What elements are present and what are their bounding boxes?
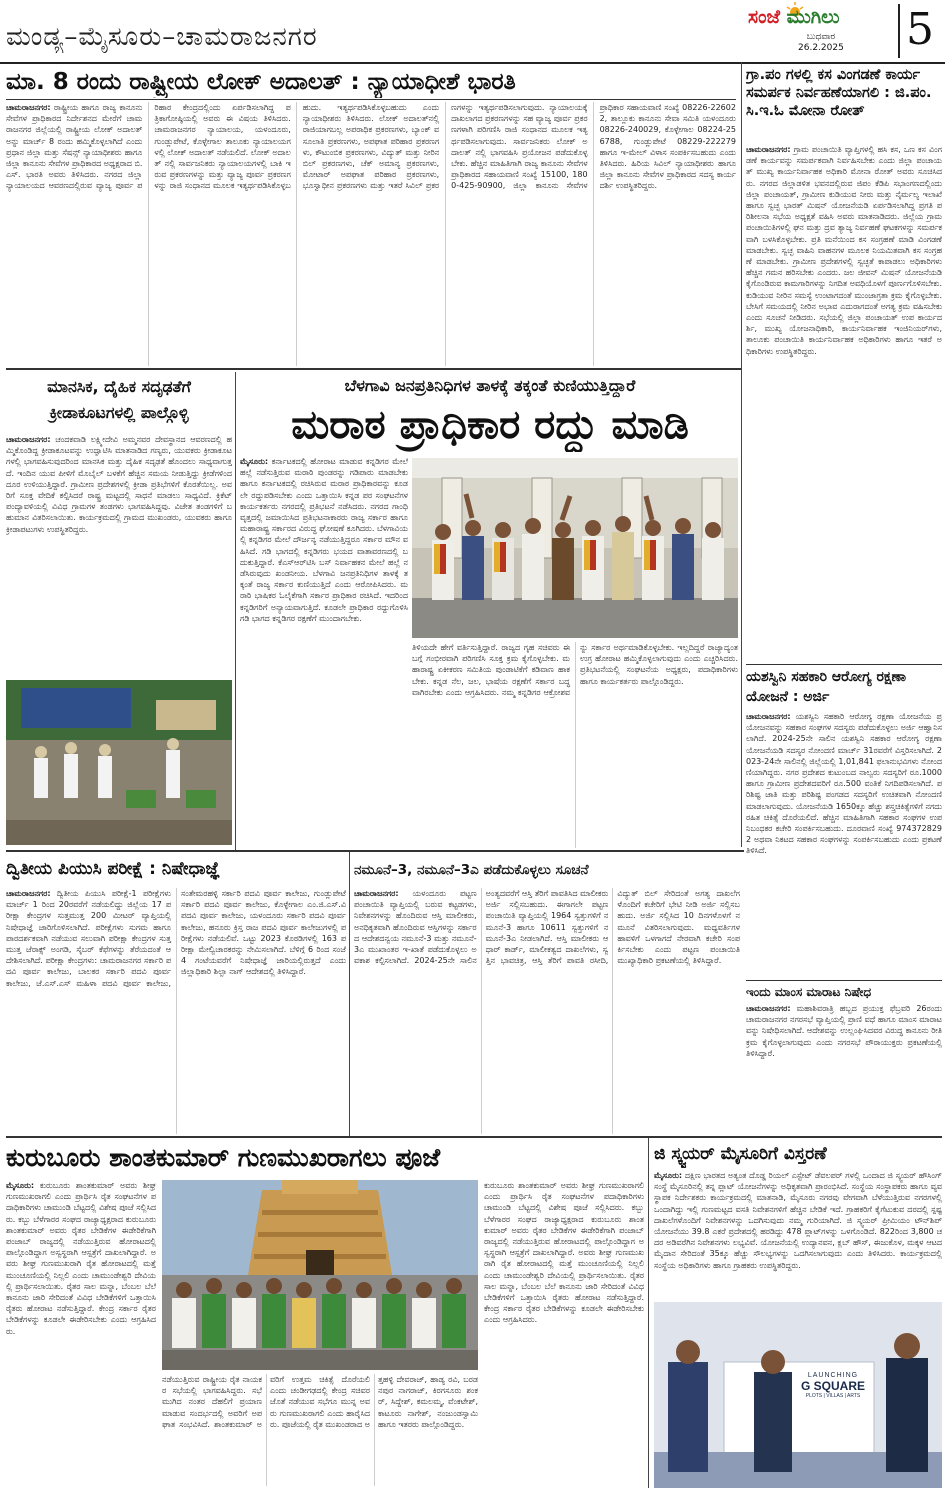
paper-name-part-1: ಸಂಜೆ xyxy=(748,6,781,28)
issue-date-value: 26.2.2025 xyxy=(798,43,844,53)
meat-ban-headline: ಇಂದು ಮಾಂಸ ಮಾರಾಟ ನಿಷೇಧ xyxy=(746,985,872,999)
gp-waste-text: ಗ್ರಾಮ ಪಂಚಾಯಿತಿ ವ್ಯಾಪ್ತಿಗಳಲ್ಲಿ ಹಸಿ ಕಸ, ಒಣ ಕಸ ವಿಂಗಡಣೆ ಕಾರ್ಯವನ್ನು ಸಮರ್ಪಕವಾಗಿ ನಿರ್ವಹಿಸಬೇಕು ಎಂದು ಜಿಲ್ಲಾ ಪಂಚಾಯತ್ ಮುಖ್ಯ ಕಾರ್ಯನಿರ್ವಾಹಕ ಅಧಿಕಾರಿ ಮೋನಾ ರೋತ್ ಅವರು ಸೂಚಿಸಿದರು. ನಗರದ ಜಿಲ್ಲಾಡಳಿತ ಭವನದಲ್ಲಿರುವ ಜಿಪಂ ಕೆಡಿಪಿ ಸಭಾಂಗಣದಲ್ಲಿಂದು ಜಿಲ್ಲಾ ಪಂಚಾಯತ್, ಗ್ರಾಮೀಣ ಕುಡಿಯುವ ನೀರು ಮತ್ತು ನೈರ್ಮಲ್ಯ ಇಲಾಖೆ ಹಾಗೂ ಸ್ವಚ್ಛ ಭಾರತ್ ಮಿಷನ್ ಯೋಜನೆಯಡಿ ಏರ್ಪಡಿಸಲಾಗಿದ್ದ ಪ್ರಗತಿ ಪರಿಶೀಲನಾ ಸಭೆಯ ಅಧ್ಯಕ್ಷತೆ ವಹಿಸಿ ಅವರು ಮಾತನಾಡಿದರು. ಜಿಲ್ಲೆಯ ಗ್ರಾಮ ಪಂಚಾಯಿತಿಗಳಲ್ಲಿ ಘನ ಮತ್ತು ದ್ರವ ತ್ಯಾಜ್ಯ ನಿರ್ವಹಣೆ ಘಟಕಗಳನ್ನು ಸಮರ್ಪಕವಾಗಿ ಬಳಸಿಕೊಳ್ಳಬೇಕು. ಪ್ರತಿ ಮನೆಯಿಂದ ಕಸ ಸಂಗ್ರಹಣೆ ಮಾಡಿ ವಿಂಗಡಣೆ ಮಾಡಬೇಕು. ಸ್ವಚ್ಛ ವಾಹಿನಿ ವಾಹನಗಳ ಮೂಲಕ ನಿಯಮಿತವಾಗಿ ಕಸ ಸಂಗ್ರಹಣೆ ಮಾಡಬೇಕು. ಗ್ರಾಮೀಣ ಪ್ರದೇಶಗಳಲ್ಲಿ ಸ್ವಚ್ಛತೆ ಕಾಪಾಡಲು ಅಧಿಕಾರಿಗಳು ಹೆಚ್ಚಿನ ಗಮನ ಹರಿಸಬೇಕು ಎಂದರು. ಜಲ ಜೀವನ್ ಮಿಷನ್ ಯೋಜನೆಯಡಿ ಕೈಗೊಂಡಿರುವ ಕಾಮಗಾರಿಗಳನ್ನು ನಿಗದಿತ ಅವಧಿಯೊಳಗೆ ಪೂರ್ಣಗೊಳಿಸಬೇಕು. ಕುಡಿಯುವ ನೀರಿನ ಸಮಸ್ಯೆ ಉಂಟಾಗದಂತೆ ಮುಂಜಾಗ್ರತಾ ಕ್ರಮ ಕೈಗೊಳ್ಳಬೇಕು. ಬೇಸಿಗೆ ಸಮಯದಲ್ಲಿ ನೀರಿನ ಅಭಾವ ಎದುರಾಗದಂತೆ ಅಗತ್ಯ ಕ್ರಮ ವಹಿಸಬೇಕು ಎಂದು ಸೂಚನೆ ನೀಡಿದರು. ಸಭೆಯಲ್ಲಿ ಜಿಲ್ಲಾ ಪಂಚಾಯತ್ ಉಪ ಕಾರ್ಯದರ್ಶಿ, ಮುಖ್ಯ ಯೋಜನಾಧಿಕಾರಿ, ಕಾರ್ಯನಿರ್ವಾಹಕ ಇಂಜಿನಿಯರ್‌ಗಳು, ತಾಲೂಕು ಪಂಚಾಯಿತಿ ಕಾರ್ಯನಿರ್ವಾಹಕ ಅಧಿಕಾರಿಗಳು ಹಾಗೂ ಇತರೆ ಅಧಿಕಾರಿಗಳು ಉಪಸ್ಥಿತರಿದ್ದರು. xyxy=(746,145,942,356)
kurubur-text-b: ನಡೆಯುತ್ತಿರುವ ರಾಷ್ಟ್ರೀಯ ರೈತ ನಾಯಕರ ಸಭೆಯಲ್ಲಿ ಭಾಗವಹಿಸಿದ್ದರು. ಸಭೆ ಮುಗಿದ ನಂತರ ದೆಹಲಿಗೆ ಪ್ರಯಾಣ ಮಾಡುವ ಸಂದರ್ಭದಲ್ಲಿ ಅವರಿಗೆ ಅಪಘಾತ ಸಂಭವಿಸಿದೆ. ಶಾಂತಕುಮಾರ್ ಅವರಿಗೆ ಉತ್ತಮ ಚಿಕಿತ್ಸೆ ದೊರೆಯಲಿ ಎಂದು ಚಂಡೀಗಢದಲ್ಲಿ ಕೇಂದ್ರ ಸಚಿವರ ಜೊತೆ ನಡೆಯುವ ಸಭೆಗೂ ಮುನ್ನ ಅವರು ಗುಣಮುಖರಾಗಲಿ ಎಂದು ಹಾರೈಸಿದರು. ಪೂಜೆಯಲ್ಲಿ ರೈತ ಮುಖಂಡರಾದ ಅತ್ತಹಳ್ಳಿ ದೇವರಾಜ್, ಹಾಡ್ಯ ರವಿ, ಬರಡನಪುರ ನಾಗರಾಜ್, ಕಿರಗಸೂರು ಶಂಕರ್, ಸಿದ್ದೇಶ್, ಕಮಲಮ್ಮ, ವೆಂಕಟೇಶ್, ಕಾಟೂರು ನಾಗೇಶ್, ನಂಜುಂಡಸ್ವಾಮಿ ಹಾಗೂ ಇತರರು ಪಾಲ್ಗೊಂಡಿದ್ದರು. xyxy=(162,1375,478,1429)
sports-byline: ಚಾಮರಾಜನಗರ: xyxy=(6,435,51,444)
sports-headline xyxy=(6,374,232,430)
sports-headline-line2: ಕ್ರೀಡಾಕೂಟಗಳಲ್ಲಿ ಪಾಲ್ಗೊಳ್ಳಿ xyxy=(49,403,189,422)
yashasvini-text: ಯಶಸ್ವಿನಿ ಸಹಕಾರಿ ಆರೋಗ್ಯ ರಕ್ಷಣಾ ಯೋಜನೆಯ ಪ್ರಯೋಜನವನ್ನು ಸಹಕಾರ ಸಂಘಗಳ ಸದಸ್ಯರು ಪಡೆದುಕೊಳ್ಳಲು ಅರ್ಜಿ ಆಹ್ವಾನಿಸಲಾಗಿದೆ. 2024-25ನೇ ಸಾಲಿನ ಯಶಸ್ವಿನಿ ಸಹಕಾರ ಆರೋಗ್ಯ ರಕ್ಷಣಾ ಯೋಜನೆಯಡಿ ಸದಸ್ಯರ ನೋಂದಣಿ ಮಾರ್ಚ್ 31ರವರೆಗೆ ವಿಸ್ತರಿಸಲಾಗಿದೆ. 2023-24ನೇ ಸಾಲಿನಲ್ಲಿ ಜಿಲ್ಲೆಯಲ್ಲಿ 1,01,841 ಫಲಾನುಭವಿಗಳು ನೋಂದಣಿಯಾಗಿದ್ದರು. ನಗರ ಪ್ರದೇಶದ ಕುಟುಂಬದ ನಾಲ್ವರು ಸದಸ್ಯರಿಗೆ ರೂ.1000 ಹಾಗೂ ಗ್ರಾಮೀಣ ಪ್ರದೇಶದವರಿಗೆ ರೂ.500 ವಂತಿಕೆ ನಿಗದಿಪಡಿಸಲಾಗಿದೆ. ಪರಿಶಿಷ್ಟ ಜಾತಿ ಮತ್ತು ಪರಿಶಿಷ್ಟ ಪಂಗಡದ ಸದಸ್ಯರಿಗೆ ಉಚಿತವಾಗಿ ನೋಂದಣಿ ಮಾಡಲಾಗುವುದು. ಯೋಜನೆಯಡಿ 1650ಕ್ಕೂ ಹೆಚ್ಚು ಶಸ್ತ್ರಚಿಕಿತ್ಸೆಗಳಿಗೆ ನಗದು ರಹಿತ ಚಿಕಿತ್ಸೆ ದೊರೆಯಲಿದೆ. ಹೆಚ್ಚಿನ ಮಾಹಿತಿಗಾಗಿ ಸಹಕಾರ ಸಂಘಗಳ ಉಪ ನಿಬಂಧಕರ ಕಚೇರಿ ಸಂಪರ್ಕಿಸಬಹುದು. ದೂರವಾಣಿ ಸಂಖ್ಯೆ 9743728292 ಅಥವಾ ನಿಕಟದ ಸಹಕಾರ ಸಂಘಗಳನ್ನು ಸಂಪರ್ಕಿಸಬಹುದು ಎಂದು ಪ್ರಕಟಣೆ ತಿಳಿಸಿದೆ. xyxy=(746,712,942,856)
puc-exam-byline: ಚಾಮರಾಜನಗರ: xyxy=(6,889,51,898)
issue-date xyxy=(798,32,844,54)
maratha-protest-photo xyxy=(412,458,738,638)
puc-exam-headline: ದ್ವಿತೀಯ ಪಿಯುಸಿ ಪರೀಕ್ಷೆ : ನಿಷೇಧಾಜ್ಞೆ xyxy=(6,859,220,879)
lok-adalat-headline: ಮಾ. 8 ರಂದು ರಾಷ್ಟ್ರೀಯ ಲೋಕ್ ಅದಾಲತ್ : ನ್ಯಾಯಾಧೀಶೆ ಭಾರತಿ xyxy=(6,69,516,95)
kurubur-body-b xyxy=(162,1374,478,1486)
maratha-headline: ಮರಾಠ ಪ್ರಾಧಿಕಾರ ರದ್ದು ಮಾಡಿ xyxy=(291,402,689,448)
maratha-byline: ಮೈಸೂರು: xyxy=(240,457,269,466)
yashasvini-body xyxy=(746,711,942,979)
kurubur-temple-photo xyxy=(162,1180,478,1370)
kurubur-body-c xyxy=(484,1180,644,1486)
paper-name xyxy=(748,6,840,28)
meat-ban-byline: ಚಾಮರಾಜನಗರ: xyxy=(746,1004,791,1013)
kurubur-text-a: ಕುರುಬೂರು ಶಾಂತಕುಮಾರ್ ಅವರು ಶೀಘ್ರ ಗುಣಮುಖರಾಗಲಿ ಎಂದು ಪ್ರಾರ್ಥಿಸಿ ರೈತ ಸಂಘಟನೆಗಳ ಪದಾಧಿಕಾರಿಗಳು ಚಾಮುಂಡಿ ಬೆಟ್ಟದಲ್ಲಿ ವಿಶೇಷ ಪೂಜೆ ಸಲ್ಲಿಸಿದರು. ಕಬ್ಬು ಬೆಳೆಗಾರರ ಸಂಘದ ರಾಜ್ಯಾಧ್ಯಕ್ಷರಾದ ಕುರುಬೂರು ಶಾಂತಕುಮಾರ್ ಅವರು ರೈತರ ಬೇಡಿಕೆಗಳ ಈಡೇರಿಕೆಗಾಗಿ ಪಂಜಾಬ್ ರಾಜ್ಯದಲ್ಲಿ ನಡೆಯುತ್ತಿರುವ ಹೋರಾಟದಲ್ಲಿ ಪಾಲ್ಗೊಂಡಿದ್ದಾಗ ಅಸ್ವಸ್ಥರಾಗಿ ಆಸ್ಪತ್ರೆಗೆ ದಾಖಲಾಗಿದ್ದಾರೆ. ಅವರು ಶೀಘ್ರ ಗುಣಮುಖರಾಗಿ ರೈತ ಹೋರಾಟದಲ್ಲಿ ಮತ್ತೆ ಮುಂಚೂಣಿಯಲ್ಲಿ ನಿಲ್ಲಲಿ ಎಂದು ಚಾಮುಂಡೇಶ್ವರಿ ದೇವಿಯಲ್ಲಿ ಪ್ರಾರ್ಥಿಸಲಾಯಿತು. ರೈತರ ಸಾಲ ಮನ್ನಾ, ಬೆಂಬಲ ಬೆಲೆ ಕಾನೂನು ಜಾರಿ ಸೇರಿದಂತೆ ವಿವಿಧ ಬೇಡಿಕೆಗಳಿಗೆ ಒತ್ತಾಯಿಸಿ ರೈತರು ಹೋರಾಟ ನಡೆಸುತ್ತಿದ್ದಾರೆ. ಕೇಂದ್ರ ಸರ್ಕಾರ ರೈತರ ಬೇಡಿಕೆಗಳನ್ನು ಕೂಡಲೇ ಈಡೇರಿಸಬೇಕು ಎಂದು ಆಗ್ರಹಿಸಿದರು. xyxy=(6,1181,156,1336)
sports-photo-image xyxy=(6,680,232,845)
lok-adalat-text: ರಾಷ್ಟ್ರೀಯ ಹಾಗೂ ರಾಜ್ಯ ಕಾನೂನು ಸೇವೆಗಳ ಪ್ರಾಧಿಕಾರದ ನಿರ್ದೇಶನದ ಮೇರೆಗೆ ಚಾಮರಾಜನಗರ ಜಿಲ್ಲೆಯಲ್ಲಿ ರಾಷ್ಟ್ರೀಯ ಲೋಕ್ ಅದಾಲತ್ ಅನ್ನು ಮಾರ್ಚ್ 8 ರಂದು ಹಮ್ಮಿಕೊಳ್ಳಲಾಗಿದೆ ಎಂದು ಪ್ರಧಾನ ಜಿಲ್ಲಾ ಮತ್ತು ಸೆಷನ್ಸ್ ನ್ಯಾಯಾಧೀಶರು ಹಾಗೂ ಜಿಲ್ಲಾ ಕಾನೂನು ಸೇವೆಗಳ ಪ್ರಾಧಿಕಾರದ ಅಧ್ಯಕ್ಷರಾದ ಬಿ.ಎಸ್. ಭಾರತಿ ಅವರು ತಿಳಿಸಿದರು. ನಗರದ ಜಿಲ್ಲಾ ನ್ಯಾಯಾಲಯದ ಆವರಣದಲ್ಲಿರುವ ವ್ಯಾಜ್ಯ ಪೂರ್ವ ಪರಿಹಾರ ಕೇಂದ್ರದಲ್ಲಿಂದು ಏರ್ಪಡಿಸಲಾಗಿದ್ದ ಪತ್ರಿಕಾಗೋಷ್ಠಿಯಲ್ಲಿ ಅವರು ಈ ವಿಷಯ ತಿಳಿಸಿದರು. ಚಾಮರಾಜನಗರ ನ್ಯಾಯಾಲಯ, ಯಳಂದೂರು, ಗುಂಡ್ಲುಪೇಟೆ, ಕೊಳ್ಳೇಗಾಲ ತಾಲೂಕು ನ್ಯಾಯಾಲಯಗಳಲ್ಲಿ ಲೋಕ್ ಅದಾಲತ್ ನಡೆಯಲಿದೆ. ಲೋಕ್ ಅದಾಲತ್ ನಲ್ಲಿ ಸಾರ್ವಜನಿಕರು ನ್ಯಾಯಾಲಯಗಳಲ್ಲಿ ಬಾಕಿ ಇರುವ ಪ್ರಕರಣಗಳನ್ನು ಮತ್ತು ವ್ಯಾಜ್ಯ ಪೂರ್ವ ಪ್ರಕರಣಗಳನ್ನು ರಾಜಿ ಸಂಧಾನದ ಮೂಲಕ ಇತ್ಯರ್ಥಪಡಿಸಿಕೊಳ್ಳಬಹುದು. ಇತ್ಯರ್ಥಪಡಿಸಿಕೊಳ್ಳಬಹುದು ಎಂದು ನ್ಯಾಯಾಧೀಶರು ತಿಳಿಸಿದರು. ಲೋಕ್ ಅದಾಲತ್‌ನಲ್ಲಿ ರಾಜಿಯಾಗಬಲ್ಲ ಅಪರಾಧಿಕ ಪ್ರಕರಣಗಳು, ಬ್ಯಾಂಕ್ ವಸೂಲಾತಿ ಪ್ರಕರಣಗಳು, ಅಪಘಾತ ಪರಿಹಾರ ಪ್ರಕರಣಗಳು, ಕೌಟುಂಬಿಕ ಪ್ರಕರಣಗಳು, ವಿದ್ಯುತ್ ಮತ್ತು ನೀರಿನ ಬಿಲ್ ಪ್ರಕರಣಗಳು, ಚೆಕ್ ಅಮಾನ್ಯ ಪ್ರಕರಣಗಳು, ಮೋಟಾರ್ ಅಪಘಾತ ಪರಿಹಾರ ಪ್ರಕರಣಗಳು, ಭೂಸ್ವಾಧೀನ ಪ್ರಕರಣಗಳು ಮತ್ತು ಇತರೆ ಸಿವಿಲ್ ಪ್ರಕರಣಗಳನ್ನು ಇತ್ಯರ್ಥಪಡಿಸಲಾಗುವುದು. ನ್ಯಾಯಾಲಯಕ್ಕೆ ದಾಖಲಾಗದ ಪ್ರಕರಣಗಳನ್ನು ಸಹ ವ್ಯಾಜ್ಯ ಪೂರ್ವ ಪ್ರಕರಣಗಳಾಗಿ ಪರಿಗಣಿಸಿ ರಾಜಿ ಸಂಧಾನದ ಮೂಲಕ ಇತ್ಯರ್ಥಪಡಿಸಲಾಗುವುದು. ಸಾರ್ವಜನಿಕರು ಲೋಕ್ ಅದಾಲತ್ ನಲ್ಲಿ ಭಾಗವಹಿಸಿ ಪ್ರಯೋಜನ ಪಡೆದುಕೊಳ್ಳಬೇಕು. ಹೆಚ್ಚಿನ ಮಾಹಿತಿಗಾಗಿ ರಾಜ್ಯ ಕಾನೂನು ಸೇವೆಗಳ ಪ್ರಾಧಿಕಾರದ ಸಹಾಯವಾಣಿ ಸಂಖ್ಯೆ 15100, 1800-425-90900, ಜಿಲ್ಲಾ ಕಾನೂನು ಸೇವೆಗಳ ಪ್ರಾಧಿಕಾರ ಸಹಾಯವಾಣಿ ಸಂಖ್ಯೆ 08226-226022, ತಾಲ್ಲೂಕು ಕಾನೂನು ಸೇವಾ ಸಮಿತಿ ಯಳಂದೂರು 08226-240029, ಕೊಳ್ಳೇಗಾಲ 08224-256788, ಗುಂಡ್ಲುಪೇಟೆ 08229-222279 ಹಾಗೂ ಇ-ಮೇಲ್ ವಿಳಾಸ ಸಂಪರ್ಕಿಸಬಹುದು ಎಂದು ತಿಳಿಸಿದರು. ಹಿರಿಯ ಸಿವಿಲ್ ನ್ಯಾಯಾಧೀಶರು ಹಾಗೂ ಜಿಲ್ಲಾ ಕಾನೂನು ಸೇವೆಗಳ ಪ್ರಾಧಿಕಾರದ ಸದಸ್ಯ ಕಾರ್ಯದರ್ಶಿ ಉಪಸ್ಥಿತರಿದ್ದರು. xyxy=(6,103,736,191)
yashasvini-byline: ಚಾಮರಾಜನಗರ: xyxy=(746,712,791,721)
section-title: ಮಂಡ್ಯ–ಮೈಸೂರು–ಚಾಮರಾಜನಗರ xyxy=(6,22,318,52)
gsquare-banner-line3: PLOTS | VILLAS | ARTS xyxy=(805,1393,861,1399)
paper-name-part-2: ಮುಗಿಲು xyxy=(786,6,840,28)
maratha-kicker: ಬೆಳಗಾವಿ ಜನಪ್ರತಿನಿಧಿಗಳ ತಾಳಕ್ಕೆ ತಕ್ಕಂತೆ ಕುಣಿಯುತ್ತಿದ್ದಾರೆ xyxy=(344,376,636,395)
gp-waste-headline: ಗ್ರಾ.ಪಂ ಗಳಲ್ಲಿ ಕಸ ವಿಂಗಡಣೆ ಕಾರ್ಯ ಸಮರ್ಪಕ ನಿರ್ವಹಣೆಯಾಗಲಿ : ಜಿ.ಪಂ. ಸಿ.ಇ.ಓ ಮೋನಾ ರೋತ್ xyxy=(746,67,932,119)
maratha-protest-photo-image xyxy=(412,458,738,638)
page-number: 5 xyxy=(898,4,940,58)
kurubur-text-c: ಕುರುಬೂರು ಶಾಂತಕುಮಾರ್ ಅವರು ಶೀಘ್ರ ಗುಣಮುಖರಾಗಲಿ ಎಂದು ಪ್ರಾರ್ಥಿಸಿ ರೈತ ಸಂಘಟನೆಗಳ ಪದಾಧಿಕಾರಿಗಳು ಚಾಮುಂಡಿ ಬೆಟ್ಟದಲ್ಲಿ ವಿಶೇಷ ಪೂಜೆ ಸಲ್ಲಿಸಿದರು. ಕಬ್ಬು ಬೆಳೆಗಾರರ ಸಂಘದ ರಾಜ್ಯಾಧ್ಯಕ್ಷರಾದ ಕುರುಬೂರು ಶಾಂತಕುಮಾರ್ ಅವರು ರೈತರ ಬೇಡಿಕೆಗಳ ಈಡೇರಿಕೆಗಾಗಿ ಪಂಜಾಬ್ ರಾಜ್ಯದಲ್ಲಿ ನಡೆಯುತ್ತಿರುವ ಹೋರಾಟದಲ್ಲಿ ಪಾಲ್ಗೊಂಡಿದ್ದಾಗ ಅಸ್ವಸ್ಥರಾಗಿ ಆಸ್ಪತ್ರೆಗೆ ದಾಖಲಾಗಿದ್ದಾರೆ. ಅವರು ಶೀಘ್ರ ಗುಣಮುಖರಾಗಿ ರೈತ ಹೋರಾಟದಲ್ಲಿ ಮತ್ತೆ ಮುಂಚೂಣಿಯಲ್ಲಿ ನಿಲ್ಲಲಿ ಎಂದು ಚಾಮುಂಡೇಶ್ವರಿ ದೇವಿಯಲ್ಲಿ ಪ್ರಾರ್ಥಿಸಲಾಯಿತು. ರೈತರ ಸಾಲ ಮನ್ನಾ, ಬೆಂಬಲ ಬೆಲೆ ಕಾನೂನು ಜಾರಿ ಸೇರಿದಂತೆ ವಿವಿಧ ಬೇಡಿಕೆಗಳಿಗೆ ಒತ್ತಾಯಿಸಿ ರೈತರು ಹೋರಾಟ ನಡೆಸುತ್ತಿದ್ದಾರೆ. ಕೇಂದ್ರ ಸರ್ಕಾರ ರೈತರ ಬೇಡಿಕೆಗಳನ್ನು ಕೂಡಲೇ ಈಡೇರಿಸಬೇಕು ಎಂದು ಆಗ್ರಹಿಸಿದರು. xyxy=(484,1181,644,1325)
meat-ban-body xyxy=(746,1003,942,1133)
gsquare-banner-line2: G SQUARE xyxy=(800,1379,865,1393)
gsquare-banner-line1: LAUNCHING xyxy=(807,1372,859,1379)
forms-headline: ನಮೂನೆ–3, ನಮೂನೆ–3ಎ ಪಡೆದುಕೊಳ್ಳಲು ಸೂಚನೆ xyxy=(354,862,589,878)
lok-adalat-body xyxy=(6,102,736,366)
gsquare-headline: ಜಿ ಸ್ಕ್ವಯರ್ ಮೈಸೂರಿಗೆ ವಿಸ್ತರಣೆ xyxy=(654,1144,827,1164)
sports-body xyxy=(6,434,232,678)
gsquare-byline: ಮೈಸೂರು: xyxy=(654,1171,683,1180)
gp-waste-body xyxy=(746,144,942,662)
meat-ban-text: ಮಹಾಶಿವರಾತ್ರಿ ಹಬ್ಬದ ಪ್ರಯುಕ್ತ ಫೆಬ್ರವರಿ 26ರಂದು ಚಾಮರಾಜನಗರ ನಗರಸಭೆ ವ್ಯಾಪ್ತಿಯಲ್ಲಿ ಪ್ರಾಣಿ ವಧೆ ಹಾಗೂ ಮಾಂಸ ಮಾರಾಟವನ್ನು ನಿಷೇಧಿಸಲಾಗಿದೆ. ಆದೇಶವನ್ನು ಉಲ್ಲಂಘಿಸಿದವರ ವಿರುದ್ಧ ಕಾನೂನು ರೀತಿ ಕ್ರಮ ಕೈಗೊಳ್ಳಲಾಗುವುದು ಎಂದು ನಗರಸಭೆ ಪೌರಾಯುಕ್ತರು ಪ್ರಕಟಣೆಯಲ್ಲಿ ತಿಳಿಸಿದ್ದಾರೆ. xyxy=(746,1004,942,1058)
issue-weekday: ಬುಧವಾರ xyxy=(806,32,836,42)
gsquare-text: ದಕ್ಷಿಣ ಭಾರತದ ಅತ್ಯಂತ ದೊಡ್ಡ ರಿಯಲ್ ಎಸ್ಟೇಟ್ ಡೆವಲಪರ್ ಗಳಲ್ಲಿ ಒಂದಾದ ಜಿ ಸ್ಕ್ವಯರ್ ಹೌಸಿಂಗ್ ಸಂಸ್ಥೆ ಮೈಸೂರಿನಲ್ಲಿ ತನ್ನ ಪ್ಲಾಟ್ ಯೋಜನೆಗಳನ್ನು ಅಧಿಕೃತವಾಗಿ ಪ್ರಾರಂಭಿಸಿದೆ. ಸಂಸ್ಥೆಯ ಸಂಸ್ಥಾಪಕರು ಹಾಗೂ ವ್ಯವಸ್ಥಾಪಕ ನಿರ್ದೇಶಕರು ಕಾರ್ಯಕ್ರಮದಲ್ಲಿ ಮಾತನಾಡಿ, ಮೈಸೂರು ನಗರವು ವೇಗವಾಗಿ ಬೆಳೆಯುತ್ತಿರುವ ನಗರಗಳಲ್ಲಿ ಒಂದಾಗಿದ್ದು ಇಲ್ಲಿ ಗುಣಮಟ್ಟದ ವಸತಿ ನಿವೇಶನಗಳಿಗೆ ಹೆಚ್ಚಿನ ಬೇಡಿಕೆ ಇದೆ. ಗ್ರಾಹಕರಿಗೆ ಕೈಗೆಟುಕುವ ದರದಲ್ಲಿ ಸ್ಪಷ್ಟ ದಾಖಲೆಗಳೊಂದಿಗೆ ನಿವೇಶನಗಳನ್ನು ಒದಗಿಸುವುದು ನಮ್ಮ ಗುರಿಯಾಗಿದೆ. ಜಿ ಸ್ಕ್ವಯರ್ ಪ್ರೀಮಿಯಂ ಟೌನ್‌ಶಿಪ್ ಯೋಜನೆಯು 39.8 ಎಕರೆ ಪ್ರದೇಶದಲ್ಲಿ ಹರಡಿದ್ದು 478 ಪ್ಲಾಟ್‌ಗಳನ್ನು ಒಳಗೊಂಡಿದೆ. 822ರಿಂದ 3,800 ಚದರ ಅಡಿವರೆಗಿನ ನಿವೇಶನಗಳು ಲಭ್ಯವಿವೆ. ಯೋಜನೆಯಲ್ಲಿ ಉದ್ಯಾನವನ, ಕ್ಲಬ್ ಹೌಸ್, ಈಜುಕೊಳ, ಮಕ್ಕಳ ಆಟದ ಮೈದಾನ ಸೇರಿದಂತೆ 35ಕ್ಕೂ ಹೆಚ್ಚು ಸೌಲಭ್ಯಗಳನ್ನು ಒದಗಿಸಲಾಗುವುದು ಎಂದು ತಿಳಿಸಿದರು. ಕಾರ್ಯಕ್ರಮದಲ್ಲಿ ಸಂಸ್ಥೆಯ ಅಧಿಕಾರಿಗಳು ಹಾಗೂ ಗ್ರಾಹಕರು ಉಪಸ್ಥಿತರಿದ್ದರು. xyxy=(654,1171,942,1270)
puc-exam-body xyxy=(6,888,346,1134)
maratha-text-a: ಕರ್ನಾಟಕದಲ್ಲಿ ಹೋರಾಟ ಮಾಡುವ ಕನ್ನಡಿಗರ ಮೇಲೆ ಹಲ್ಲೆ ನಡೆಸುತ್ತಿರುವ ಮರಾಠಿ ಪುಂಡರನ್ನು ಗಡಿಪಾರು ಮಾಡಬೇಕು ಹಾಗೂ ಕರ್ನಾಟಕದಲ್ಲಿ ರಚಿಸಿರುವ ಮರಾಠ ಪ್ರಾಧಿಕಾರವನ್ನು ಕೂಡಲೇ ರದ್ದುಪಡಿಸಬೇಕು ಎಂದು ಒತ್ತಾಯಿಸಿ ಕನ್ನಡ ಪರ ಸಂಘಟನೆಗಳ ಕಾರ್ಯಕರ್ತರು ನಗರದಲ್ಲಿ ಪ್ರತಿಭಟನೆ ನಡೆಸಿದರು. ನಗರದ ಗಾಂಧಿ ವೃತ್ತದಲ್ಲಿ ಜಮಾಯಿಸಿದ ಪ್ರತಿಭಟನಾಕಾರರು ರಾಜ್ಯ ಸರ್ಕಾರ ಹಾಗೂ ಮಹಾರಾಷ್ಟ್ರ ಸರ್ಕಾರದ ವಿರುದ್ಧ ಘೋಷಣೆ ಕೂಗಿದರು. ಬೆಳಗಾವಿಯಲ್ಲಿ ಕನ್ನಡಿಗರ ಮೇಲೆ ದೌರ್ಜನ್ಯ ನಡೆಯುತ್ತಿದ್ದರೂ ಸರ್ಕಾರ ಮೌನ ವಹಿಸಿದೆ. ಗಡಿ ಭಾಗದಲ್ಲಿ ಕನ್ನಡಿಗರು ಭಯದ ವಾತಾವರಣದಲ್ಲಿ ಬದುಕುತ್ತಿದ್ದಾರೆ. ಕೆಎಸ್ಆರ್‌ಟಿಸಿ ಬಸ್ ನಿರ್ವಾಹಕನ ಮೇಲೆ ಹಲ್ಲೆ ನಡೆಸಿರುವುದು ಖಂಡನೀಯ. ಬೆಳಗಾವಿ ಜನಪ್ರತಿನಿಧಿಗಳ ತಾಳಕ್ಕೆ ತಕ್ಕಂತೆ ರಾಜ್ಯ ಸರ್ಕಾರ ಕುಣಿಯುತ್ತಿದೆ ಎಂದು ಆರೋಪಿಸಿದರು. ಮರಾಠಿ ಭಾಷಿಕರ ಓಲೈಕೆಗಾಗಿ ಸರ್ಕಾರ ಪ್ರಾಧಿಕಾರ ರಚಿಸಿದೆ. ಇದರಿಂದ ಕನ್ನಡಿಗರಿಗೆ ಅನ್ಯಾಯವಾಗುತ್ತಿದೆ. ಕೂಡಲೇ ಪ್ರಾಧಿಕಾರ ರದ್ದುಗೊಳಿಸಿ ಗಡಿ ಭಾಗದ ಕನ್ನಡಿಗರ ರಕ್ಷಣೆಗೆ ಮುಂದಾಗಬೇಕು. xyxy=(240,457,408,623)
kurubur-headline: ಕುರುಬೂರು ಶಾಂತಕುಮಾರ್ ಗುಣಮುಖರಾಗಲು ಪೂಜೆ xyxy=(6,1143,441,1172)
kurubur-byline: ಮೈಸೂರು: xyxy=(6,1181,35,1190)
sports-text: ಚಂದಕವಾಡಿ ಲಕ್ಷ್ಮೀದೇವಿ ಅಮ್ಮನವರ ದೇವಸ್ಥಾನದ ಆವರಣದಲ್ಲಿ ಹಮ್ಮಿಕೊಂಡಿದ್ದ ಕ್ರೀಡಾಕೂಟವನ್ನು ಉದ್ಘಾಟಿಸಿ ಮಾತನಾಡಿದ ಗಣ್ಯರು, ಯುವಕರು ಕ್ರೀಡಾಕೂಟಗಳಲ್ಲಿ ಭಾಗವಹಿಸುವುದರಿಂದ ಮಾನಸಿಕ ಮತ್ತು ದೈಹಿಕ ಸದೃಢತೆ ಹೊಂದಲು ಸಾಧ್ಯವಾಗುತ್ತದೆ. ಇಂದಿನ ಯುವ ಪೀಳಿಗೆ ಮೊಬೈಲ್ ಬಳಕೆಗೆ ಹೆಚ್ಚಿನ ಸಮಯ ನೀಡುತ್ತಿದ್ದು ಕ್ರೀಡೆಗಳಿಂದ ದೂರ ಉಳಿಯುತ್ತಿದ್ದಾರೆ. ಗ್ರಾಮೀಣ ಪ್ರದೇಶಗಳಲ್ಲಿ ಕ್ರೀಡಾ ಪ್ರತಿಭೆಗಳಿಗೆ ಕೊರತೆಯಿಲ್ಲ. ಅವರಿಗೆ ಸೂಕ್ತ ವೇದಿಕೆ ಕಲ್ಪಿಸಿದರೆ ರಾಷ್ಟ್ರ ಮಟ್ಟದಲ್ಲಿ ಸಾಧನೆ ಮಾಡಲು ಸಾಧ್ಯವಿದೆ. ಕ್ರಿಕೆಟ್ ಪಂದ್ಯಾವಳಿಯಲ್ಲಿ ವಿವಿಧ ಗ್ರಾಮಗಳ ತಂಡಗಳು ಭಾಗವಹಿಸಿದ್ದವು. ವಿಜೇತ ತಂಡಗಳಿಗೆ ಬಹುಮಾನ ವಿತರಿಸಲಾಯಿತು. ಕಾರ್ಯಕ್ರಮದಲ್ಲಿ ಗ್ರಾಮದ ಮುಖಂಡರು, ಯುವಕರು ಹಾಗೂ ಕ್ರೀಡಾಪಟುಗಳು ಉಪಸ್ಥಿತರಿದ್ದರು. xyxy=(6,435,232,534)
kurubur-temple-photo-image xyxy=(162,1180,478,1370)
gp-waste-byline: ಚಾಮರಾಜನಗರ: xyxy=(746,145,791,154)
forms-text: ಯಳಂದೂರು ಪಟ್ಟಣ ಪಂಚಾಯಿತಿ ವ್ಯಾಪ್ತಿಯಲ್ಲಿ ಬರುವ ಕಟ್ಟಡಗಳು, ನಿವೇಶನಗಳನ್ನು ಹೊಂದಿರುವ ಆಸ್ತಿ ಮಾಲೀಕರು, ಅನಧಿಕೃತವಾಗಿ ಹೊಂದಿರುವ ಆಸ್ತಿಗಳನ್ನು ಸರ್ಕಾರದ ಆದೇಶದನ್ವಯ ನಮೂನೆ-3 ಮತ್ತು ನಮೂನೆ-3ಎ ಮುಖಾಂತರ ಇ-ಖಾತೆ ಪಡೆದುಕೊಳ್ಳಲು ಅವಕಾಶ ಕಲ್ಪಿಸಲಾಗಿದೆ. 2024-25ನೇ ಸಾಲಿನ ಅಂತ್ಯದವರೆಗೆ ಆಸ್ತಿ ತೆರಿಗೆ ಪಾವತಿಸಿದ ಮಾಲೀಕರು ಅರ್ಜಿ ಸಲ್ಲಿಸಬಹುದು. ಈಗಾಗಲೇ ಪಟ್ಟಣ ಪಂಚಾಯಿತಿ ವ್ಯಾಪ್ತಿಯಲ್ಲಿ 1964 ಸ್ವತ್ತುಗಳಿಗೆ ನಮೂನೆ-3 ಹಾಗೂ 10611 ಸ್ವತ್ತುಗಳಿಗೆ ನಮೂನೆ-3ಎ ನೀಡಲಾಗಿದೆ. ಆಸ್ತಿ ಮಾಲೀಕರು ಆಧಾರ್ ಕಾರ್ಡ್, ಮಾಲೀಕತ್ವದ ದಾಖಲೆಗಳು, ಸ್ವತ್ತಿನ ಭಾವಚಿತ್ರ, ಆಸ್ತಿ ತೆರಿಗೆ ಪಾವತಿ ರಸೀದಿ, ವಿದ್ಯುತ್ ಬಿಲ್ ಸೇರಿದಂತೆ ಅಗತ್ಯ ದಾಖಲೆಗಳೊಂದಿಗೆ ಕಚೇರಿಗೆ ಭೇಟಿ ನೀಡಿ ಅರ್ಜಿ ಸಲ್ಲಿಸಬಹುದು. ಅರ್ಜಿ ಸಲ್ಲಿಸಿದ 10 ದಿನಗಳೊಳಗೆ ನಮೂನೆ ವಿತರಿಸಲಾಗುವುದು. ಮಧ್ಯವರ್ತಿಗಳ ಹಾವಳಿಗೆ ಒಳಗಾಗದೆ ನೇರವಾಗಿ ಕಚೇರಿ ಸಂಪರ್ಕಿಸಬೇಕು ಎಂದು ಪಟ್ಟಣ ಪಂಚಾಯಿತಿ ಮುಖ್ಯಾಧಿಕಾರಿ ಪ್ರಕಟಣೆಯಲ್ಲಿ ತಿಳಿಸಿದ್ದಾರೆ. xyxy=(354,889,740,966)
gsquare-body xyxy=(654,1170,942,1298)
maratha-text-b: ತಿಳಿಯದೇ ಹೇಗೆ ವರ್ತಿಸುತ್ತಿದ್ದಾರೆ. ರಾಜ್ಯದ ಗೃಹ ಸಚಿವರು ಈ ಬಗ್ಗೆ ಗಂಭೀರವಾಗಿ ಪರಿಗಣಿಸಿ ಸೂಕ್ತ ಕ್ರಮ ಕೈಗೊಳ್ಳಬೇಕು. ಮಹಾರಾಷ್ಟ್ರ ಏಕೀಕರಣ ಸಮಿತಿಯ ಪುಂಡಾಟಿಕೆಗೆ ಕಡಿವಾಣ ಹಾಕಬೇಕು. ಕನ್ನಡ ನೆಲ, ಜಲ, ಭಾಷೆಯ ರಕ್ಷಣೆಗೆ ಸರ್ಕಾರ ಬದ್ಧವಾಗಿರಬೇಕು ಎಂದು ಆಗ್ರಹಿಸಿದರು. ನಮ್ಮ ಕನ್ನಡಿಗರ ಆಕ್ರೋಶವನ್ನು ಸರ್ಕಾರ ಅರ್ಥಮಾಡಿಕೊಳ್ಳಬೇಕು. ಇಲ್ಲದಿದ್ದರೆ ರಾಜ್ಯಾದ್ಯಂತ ಉಗ್ರ ಹೋರಾಟ ಹಮ್ಮಿಕೊಳ್ಳಲಾಗುವುದು ಎಂದು ಎಚ್ಚರಿಸಿದರು. ಪ್ರತಿಭಟನೆಯಲ್ಲಿ ಸಂಘಟನೆಯ ಅಧ್ಯಕ್ಷರು, ಪದಾಧಿಕಾರಿಗಳು ಹಾಗೂ ಕಾರ್ಯಕರ್ತರು ಪಾಲ್ಗೊಂಡಿದ್ದರು. xyxy=(412,643,738,697)
masthead xyxy=(738,2,898,56)
lok-adalat-byline: ಚಾಮರಾಜನಗರ: xyxy=(6,103,51,112)
yashasvini-headline: ಯಶಸ್ವಿನಿ ಸಹಕಾರಿ ಆರೋಗ್ಯ ರಕ್ಷಣಾ ಯೋಜನೆ : ಅರ್ಜಿ xyxy=(746,669,907,705)
maratha-body-a xyxy=(240,456,408,848)
kurubur-body-a xyxy=(6,1180,156,1486)
forms-body xyxy=(354,888,740,1134)
gsquare-banner xyxy=(794,1372,872,1399)
forms-byline: ಚಾಮರಾಜನಗರ: xyxy=(354,889,399,898)
sports-photo xyxy=(6,680,232,845)
sports-headline-line1: ಮಾನಸಿಕ, ದೈಹಿಕ ಸದೃಢತೆಗೆ xyxy=(47,377,191,396)
gsquare-launch-photo xyxy=(654,1302,942,1488)
puc-exam-text: ದ್ವಿತೀಯ ಪಿಯುಸಿ ಪರೀಕ್ಷೆ-1 ಪರೀಕ್ಷೆಗಳು ಮಾರ್ಚ್ 1 ರಿಂದ 20ರವರೆಗೆ ನಡೆಯಲಿದ್ದು ಜಿಲ್ಲೆಯ 17 ಪರೀಕ್ಷಾ ಕೇಂದ್ರಗಳ ಸುತ್ತಮುತ್ತ 200 ಮೀಟರ್ ವ್ಯಾಪ್ತಿಯಲ್ಲಿ ನಿಷೇಧಾಜ್ಞೆ ಜಾರಿಗೊಳಿಸಲಾಗಿದೆ. ಪರೀಕ್ಷೆಗಳು ಸುಗಮ ಹಾಗೂ ಪಾರದರ್ಶಕವಾಗಿ ನಡೆಯುವ ಸಲುವಾಗಿ ಪರೀಕ್ಷಾ ಕೇಂದ್ರಗಳ ಸುತ್ತಮುತ್ತ ಜೆರಾಕ್ಸ್ ಅಂಗಡಿ, ಸೈಬರ್ ಕೆಫೆಗಳನ್ನು ತೆರೆಯದಂತೆ ಆದೇಶಿಸಲಾಗಿದೆ. ಪರೀಕ್ಷಾ ಕೇಂದ್ರಗಳು: ಚಾಮರಾಜನಗರ ಸರ್ಕಾರಿ ಪದವಿ ಪೂರ್ವ ಕಾಲೇಜು, ಬಾಲಕರ ಸರ್ಕಾರಿ ಪದವಿ ಪೂರ್ವ ಕಾಲೇಜು, ಜೆ.ಎಸ್.ಎಸ್ ಮಹಿಳಾ ಪದವಿ ಪೂರ್ವ ಕಾಲೇಜು, ಸಂತೇಮರಹಳ್ಳಿ ಸರ್ಕಾರಿ ಪದವಿ ಪೂರ್ವ ಕಾಲೇಜು, ಗುಂಡ್ಲುಪೇಟೆ ಸರ್ಕಾರಿ ಪದವಿ ಪೂರ್ವ ಕಾಲೇಜು, ಕೊಳ್ಳೇಗಾಲ ಎಂ.ಜಿ.ಎಸ್.ವಿ ಪದವಿ ಪೂರ್ವ ಕಾಲೇಜು, ಯಳಂದೂರು ಸರ್ಕಾರಿ ಪದವಿ ಪೂರ್ವ ಕಾಲೇಜು, ಹನೂರು ಕ್ರಿಸ್ತ ರಾಜ ಪದವಿ ಪೂರ್ವ ಕಾಲೇಜುಗಳಲ್ಲಿ ಪರೀಕ್ಷೆಗಳು ನಡೆಯಲಿವೆ. ಒಟ್ಟು 2023 ಕೊಠಡಿಗಳಲ್ಲಿ 163 ಪರೀಕ್ಷಾ ಮೇಲ್ವಿಚಾರಕರನ್ನು ನೇಮಿಸಲಾಗಿದೆ. ಬೆಳಿಗ್ಗೆ 6 ರಿಂದ ಸಂಜೆ 4 ಗಂಟೆಯವರೆಗೆ ನಿಷೇಧಾಜ್ಞೆ ಜಾರಿಯಲ್ಲಿರುತ್ತದೆ ಎಂದು ಜಿಲ್ಲಾಧಿಕಾರಿ ಶಿಲ್ಪಾ ನಾಗ್ ಆದೇಶದಲ್ಲಿ ತಿಳಿಸಿದ್ದಾರೆ. xyxy=(6,889,346,988)
maratha-body-b xyxy=(412,642,738,848)
